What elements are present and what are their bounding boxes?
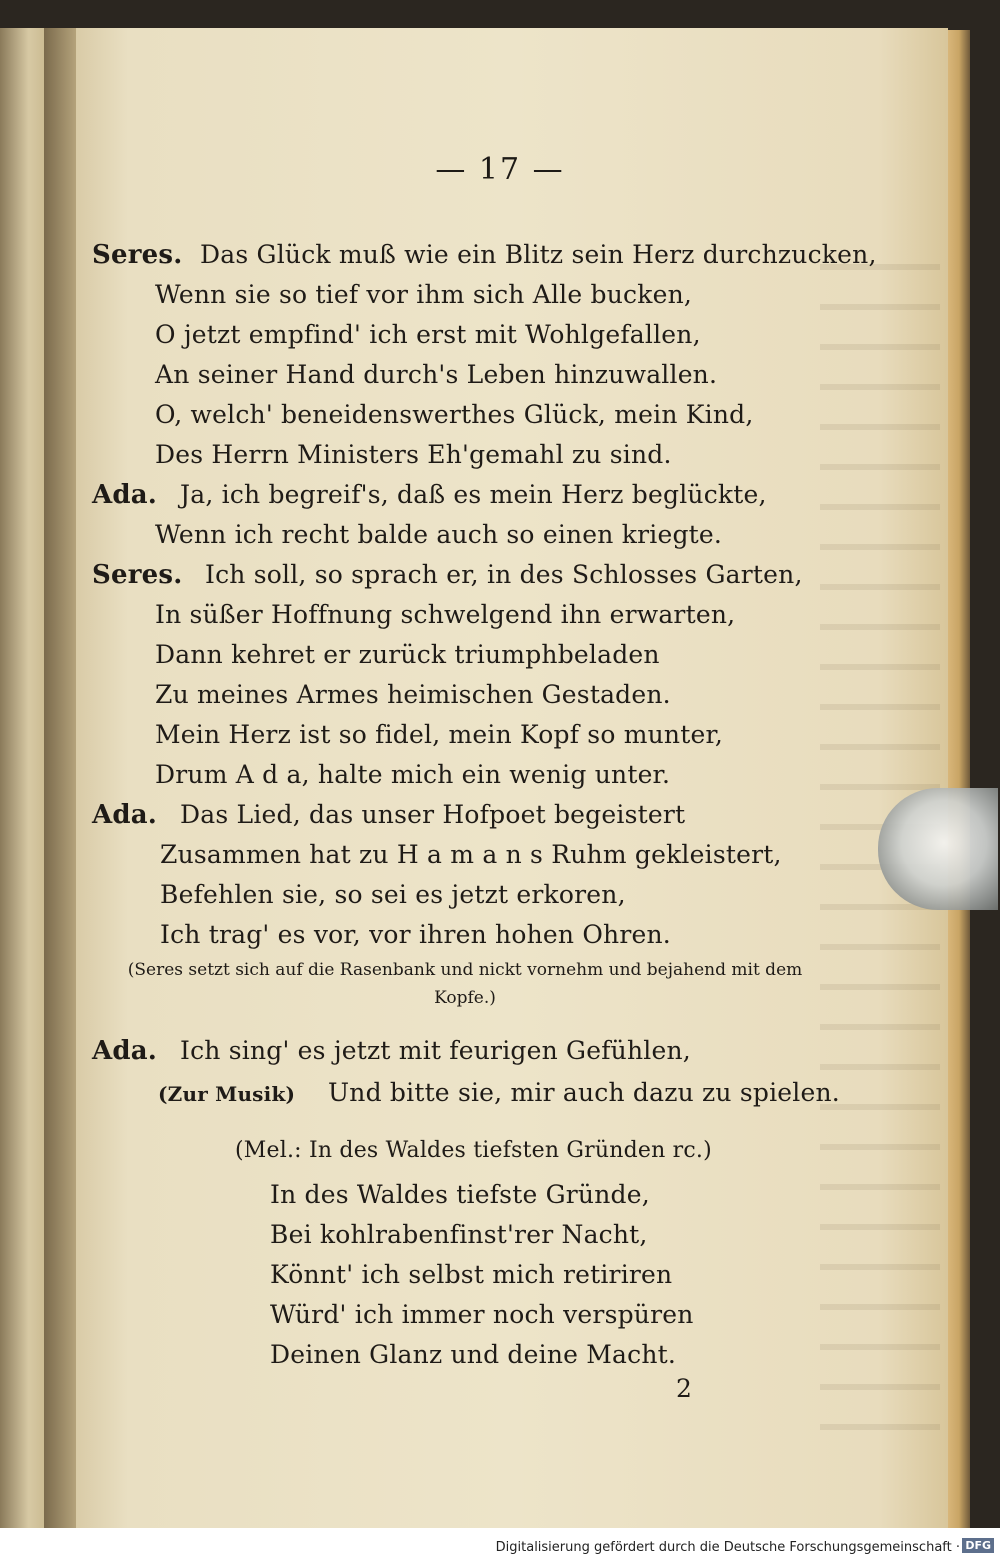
verse-text: Wenn sie so tief vor ihm sich Alle bucken, bbox=[155, 280, 693, 309]
verse-text: Und bitte sie, mir auch dazu zu spielen. bbox=[328, 1078, 840, 1107]
speaker-label: Ada. bbox=[92, 800, 158, 830]
verse-text: In süßer Hoffnung schwelgend ihn erwarten, bbox=[155, 600, 736, 629]
speaker-label: Ada. bbox=[92, 1036, 158, 1066]
dfg-logo: DFG bbox=[962, 1538, 994, 1553]
page-clip bbox=[878, 788, 998, 910]
page-edge bbox=[948, 30, 970, 1528]
song-text: Könnt' ich selbst mich retiriren bbox=[270, 1260, 673, 1289]
verse-text: Befehlen sie, so sei es jetzt erkoren, bbox=[160, 880, 626, 909]
book-gutter bbox=[44, 28, 78, 1528]
speaker-label: Seres. bbox=[92, 560, 183, 590]
left-page-edge bbox=[0, 28, 48, 1528]
page-header: — 17 — bbox=[435, 152, 565, 187]
song-text: Würd' ich immer noch verspüren bbox=[270, 1300, 694, 1329]
verse-text: Ja, ich begreif's, daß es mein Herz beglückte, bbox=[180, 480, 767, 509]
stage-direction: (Seres setzt sich auf die Rasenbank und nickt vornehm und bejahend mit dem Kopfe.) bbox=[127, 960, 803, 1008]
verse-text: Dann kehret er zurück triumphbeladen bbox=[155, 640, 660, 669]
verse-text: O jetzt empfind' ich erst mit Wohlgefallen, bbox=[155, 320, 701, 349]
speaker-label: Seres. bbox=[92, 240, 183, 270]
melody-text: (Mel.: In des Waldes tiefsten Gründen rc.) bbox=[235, 1138, 712, 1163]
verse-text: Zusammen hat zu H a m a n s Ruhm gekleistert, bbox=[160, 840, 782, 869]
verse-text: O, welch' beneidenswerthes Glück, mein Kind, bbox=[155, 400, 754, 429]
song-text: In des Waldes tiefste Gründe, bbox=[270, 1180, 650, 1209]
footer-credit: Digitalisierung gefördert durch die Deutsche Forschungsgemeinschaft · bbox=[495, 1540, 960, 1555]
verse-text: Ich trag' es vor, vor ihren hohen Ohren. bbox=[160, 920, 671, 949]
verse-text: Das Lied, das unser Hofpoet begeistert bbox=[180, 800, 686, 829]
digitization-footer bbox=[0, 1528, 1000, 1565]
verse-text: An seiner Hand durch's Leben hinzuwallen. bbox=[155, 360, 718, 389]
signature-mark: 2 bbox=[676, 1374, 692, 1403]
stage-cue: (Zur Musik) bbox=[158, 1082, 296, 1106]
verse-text: Drum A d a, halte mich ein wenig unter. bbox=[155, 760, 671, 789]
verse-text: Zu meines Armes heimischen Gestaden. bbox=[155, 680, 671, 709]
verse-text: Ich soll, so sprach er, in des Schlosses Garten, bbox=[205, 560, 803, 589]
speaker-label: Ada. bbox=[92, 480, 158, 510]
verse-text: Das Glück muß wie ein Blitz sein Herz durchzucken, bbox=[200, 240, 877, 269]
song-text: Deinen Glanz und deine Macht. bbox=[270, 1340, 677, 1369]
verse-text: Ich sing' es jetzt mit feurigen Gefühlen, bbox=[180, 1036, 691, 1065]
verse-text: Mein Herz ist so fidel, mein Kopf so munter, bbox=[155, 720, 724, 749]
verse-text: Wenn ich recht balde auch so einen kriegte. bbox=[155, 520, 723, 549]
verse-text: Des Herrn Ministers Eh'gemahl zu sind. bbox=[155, 440, 672, 469]
song-text: Bei kohlrabenfinst'rer Nacht, bbox=[270, 1220, 648, 1249]
